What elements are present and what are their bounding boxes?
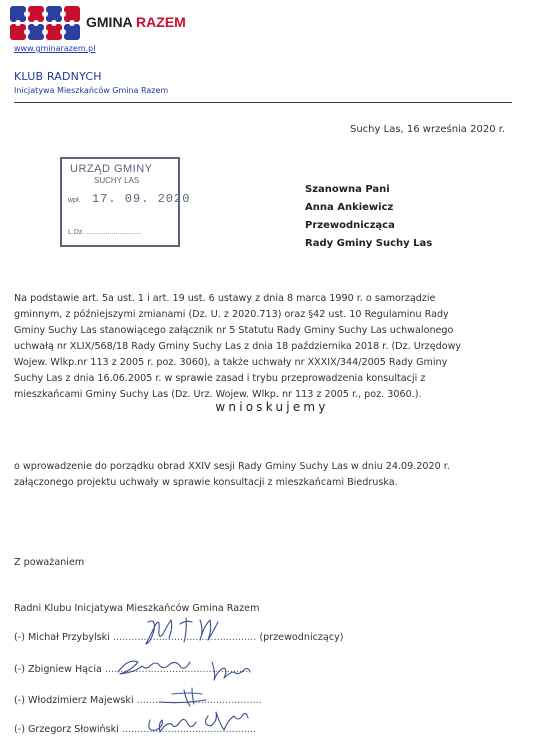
signatory-row — [14, 632, 344, 643]
signatory-row — [14, 724, 256, 735]
signatory-name: (-) Michał Przybylski — [14, 632, 110, 643]
signatory-role: (przewodniczący) — [259, 632, 344, 643]
signatory-name: (-) Grzegorz Słowiński — [14, 724, 119, 735]
signatory-row — [14, 664, 248, 675]
gmina-razem-logo — [8, 4, 84, 42]
signatory-name: (-) Włodzimierz Majewski — [14, 695, 134, 706]
paragraph-line: mieszkańcami Gminy Suchy Las (Dz. Urz. Wojew. Wlkp. nr 113 z 2005 r., poz. 3060.). — [14, 389, 422, 400]
paragraph-line: Gminy Suchy Las stanowiącego załącznik nr 5 Statutu Rady Gminy Suchy Las uchwalonego — [14, 325, 454, 336]
dateline: Suchy Las, 16 września 2020 r. — [350, 124, 506, 135]
request-paragraph — [14, 459, 522, 491]
stamp-date: 17. 09. 2020 — [92, 192, 191, 206]
signatory-row — [14, 695, 262, 706]
legal-basis-paragraph — [14, 291, 522, 403]
paragraph-line: załączonego projektu uchwały w sprawie konsultacji z mieszkańcami Biedruska. — [14, 477, 398, 488]
stamp-location: SUCHY LAS — [94, 176, 140, 185]
brand-prefix: GMINA — [86, 14, 133, 30]
closing-phrase: Z poważaniem — [14, 557, 85, 568]
signatory-name: (-) Zbigniew Hącia — [14, 664, 102, 675]
club-title: KLUB RADNYCH — [14, 70, 102, 83]
signature-line: ............................................ — [121, 724, 257, 735]
stamp-received-label: wpł. — [68, 197, 81, 204]
paragraph-line: Na podstawie art. 5a ust. 1 i art. 19 ust. 6 ustawy z dnia 8 marca 1990 r. o samorządzie — [14, 293, 436, 304]
request-heading: wnioskujemy — [215, 400, 329, 414]
brand-accent: RAZEM — [136, 14, 186, 30]
stamp-ref: L.Dz. ............................ — [68, 229, 141, 236]
paragraph-line: o wprowadzenie do porządku obrad XXIV sesji Rady Gminy Suchy Las w dniu 24.09.2020 r. — [14, 461, 450, 472]
club-subtitle: Inicjatywa Mieszkańców Gmina Razem — [14, 86, 169, 95]
signature-line: ............................................... — [112, 632, 257, 643]
paragraph-line: Wojew. Wlkp.nr 113 z 2005 r. poz. 3060), a także uchwały nr XXXIX/344/2005 Rady Gminy — [14, 357, 448, 368]
addressee-office: Rady Gminy Suchy Las — [305, 238, 433, 249]
stamp-office: URZĄD GMINY — [70, 163, 153, 175]
addressee-title: Przewodnicząca — [305, 220, 395, 231]
paragraph-line: gminnym, z późniejszymi zmianami (Dz. U. z 2020.713) oraz §42 ust. 10 Regulaminu Rady — [14, 309, 449, 320]
signature-line: ......................................... — [136, 695, 262, 706]
addressee-name: Anna Ankiewicz — [305, 202, 394, 213]
brand-name — [86, 14, 186, 30]
paragraph-line: uchwałą nr XLIX/568/18 Rady Gminy Suchy Las z dnia 18 października 2018 r. (Dz. Urzędowy — [14, 341, 462, 352]
header-divider — [14, 102, 512, 103]
paragraph-line: Suchy Las z dnia 16.06.2005 r. w sprawie zasad i trybu przeprowadzenia konsultacji z — [14, 373, 426, 384]
website-link[interactable]: www.gminarazem.pl — [14, 44, 96, 53]
signature-line: ............................................... — [104, 664, 249, 675]
signatories-heading: Radni Klubu Inicjatywa Mieszkańców Gmina Razem — [14, 603, 260, 614]
received-stamp — [60, 157, 191, 247]
addressee-salutation: Szanowna Pani — [305, 184, 390, 195]
